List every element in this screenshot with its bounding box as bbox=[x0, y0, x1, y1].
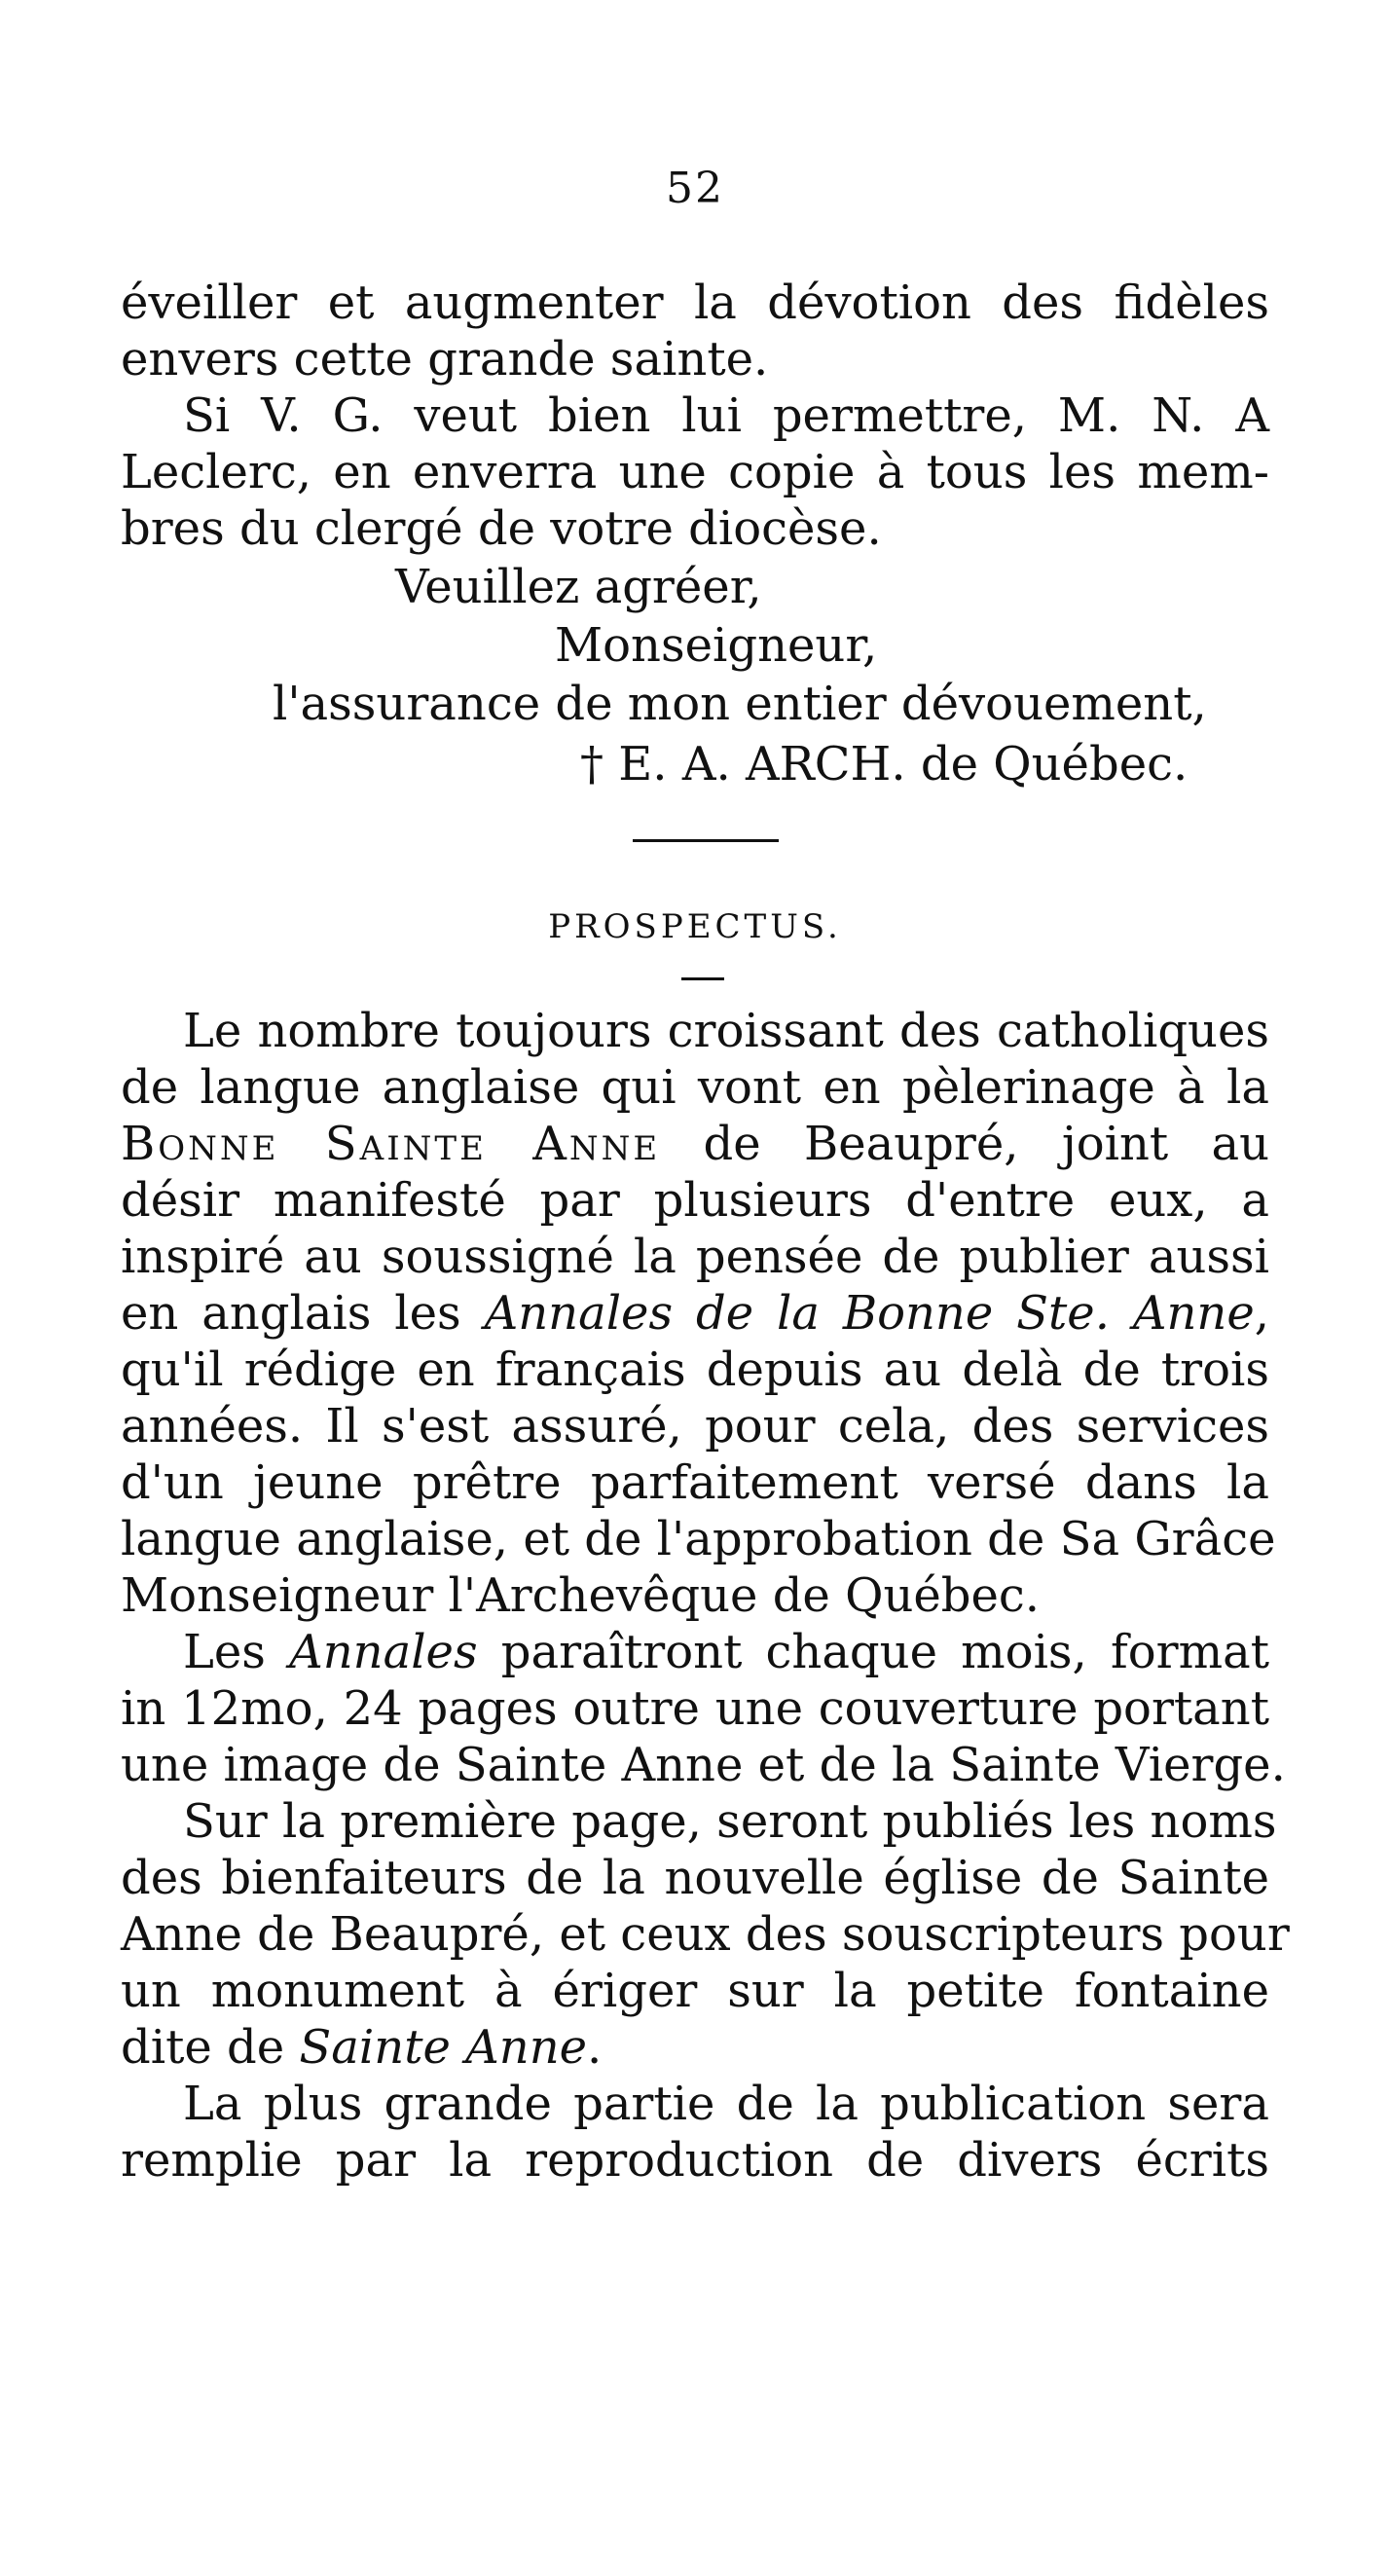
letter-line: éveiller et augmenter la dévotion des fidèles bbox=[121, 276, 1269, 330]
page-number: 52 bbox=[666, 164, 724, 213]
paragraph-line: Le nombre toujours croissant des catholiques bbox=[183, 1004, 1269, 1058]
paragraph-line: inspiré au soussigné la pensée de publier aussi bbox=[121, 1230, 1269, 1284]
closing-address: Monseigneur, bbox=[555, 618, 878, 673]
paragraph-line: Anne de Beaupré, et ceux des souscripteurs pour bbox=[121, 1907, 1290, 1962]
paragraph-line: La plus grande partie de la publication sera bbox=[183, 2077, 1269, 2131]
paragraph-line bbox=[121, 2019, 1269, 2076]
paragraph-line: un monument à ériger sur la petite fontaine bbox=[121, 1964, 1269, 2018]
paragraph-line bbox=[121, 1116, 1269, 1172]
paragraph-line: Monseigneur l'Archevêque de Québec. bbox=[121, 1568, 1041, 1623]
paragraph-line: in 12mo, 24 pages outre une couverture portant bbox=[121, 1681, 1269, 1736]
text-run: en anglais les bbox=[121, 1286, 485, 1341]
letter-line: Leclerc, en enverra une copie à tous les mem- bbox=[121, 445, 1269, 499]
paragraph-line: désir manifesté par plusieurs d'entre eux, a bbox=[121, 1173, 1269, 1228]
publication-title: Annales de la Bonne Ste. Anne bbox=[484, 1286, 1255, 1341]
letter-line: bres du clergé de votre diocèse. bbox=[121, 501, 882, 556]
paragraph-line: langue anglaise, et de l'approbation de Sa Grâce bbox=[121, 1512, 1276, 1566]
letter-line: envers cette grande sainte. bbox=[121, 332, 769, 386]
closing-salutation: Veuillez agréer, bbox=[395, 560, 762, 614]
paragraph-line: qu'il rédige en français depuis au delà de trois bbox=[121, 1343, 1269, 1397]
paragraph-line: Sur la première page, seront publiés les noms bbox=[183, 1794, 1277, 1849]
text-run: paraîtront chaque mois, format bbox=[477, 1625, 1270, 1679]
publication-title: Annales bbox=[289, 1625, 478, 1679]
paragraph-line bbox=[183, 1624, 1269, 1680]
paragraph-line: une image de Sainte Anne et de la Sainte Vierge. bbox=[121, 1738, 1286, 1792]
letter-line: Si V. G. veut bien lui permettre, M. N. A bbox=[183, 388, 1269, 443]
paragraph-line: remplie par la reproduction de divers écrits bbox=[121, 2133, 1269, 2188]
proper-name: Bonne Sainte Anne bbox=[121, 1117, 661, 1171]
text-run: Les bbox=[183, 1625, 290, 1679]
paragraph-line bbox=[121, 1285, 1269, 1342]
emphasis: Sainte Anne bbox=[299, 2020, 588, 2075]
closing-assurance: l'assurance de mon entier dévouement, bbox=[273, 677, 1207, 731]
paragraph-line: de langue anglaise qui vont en pèlerinage à la bbox=[121, 1060, 1269, 1115]
paragraph-line: années. Il s'est assuré, pour cela, des services bbox=[121, 1399, 1269, 1454]
divider-short bbox=[681, 977, 724, 980]
section-heading: PROSPECTUS. bbox=[548, 907, 842, 946]
divider bbox=[633, 839, 779, 842]
text-run: dite de bbox=[121, 2020, 300, 2075]
text-run: . bbox=[587, 2020, 603, 2075]
signature: † E. A. ARCH. de Québec. bbox=[580, 737, 1189, 791]
paragraph-line: des bienfaiteurs de la nouvelle église de Sainte bbox=[121, 1851, 1269, 1905]
text-run: , bbox=[1254, 1286, 1269, 1341]
paragraph-line: d'un jeune prêtre parfaitement versé dans la bbox=[121, 1455, 1269, 1510]
text-run: de Beaupré, joint au bbox=[660, 1117, 1269, 1171]
